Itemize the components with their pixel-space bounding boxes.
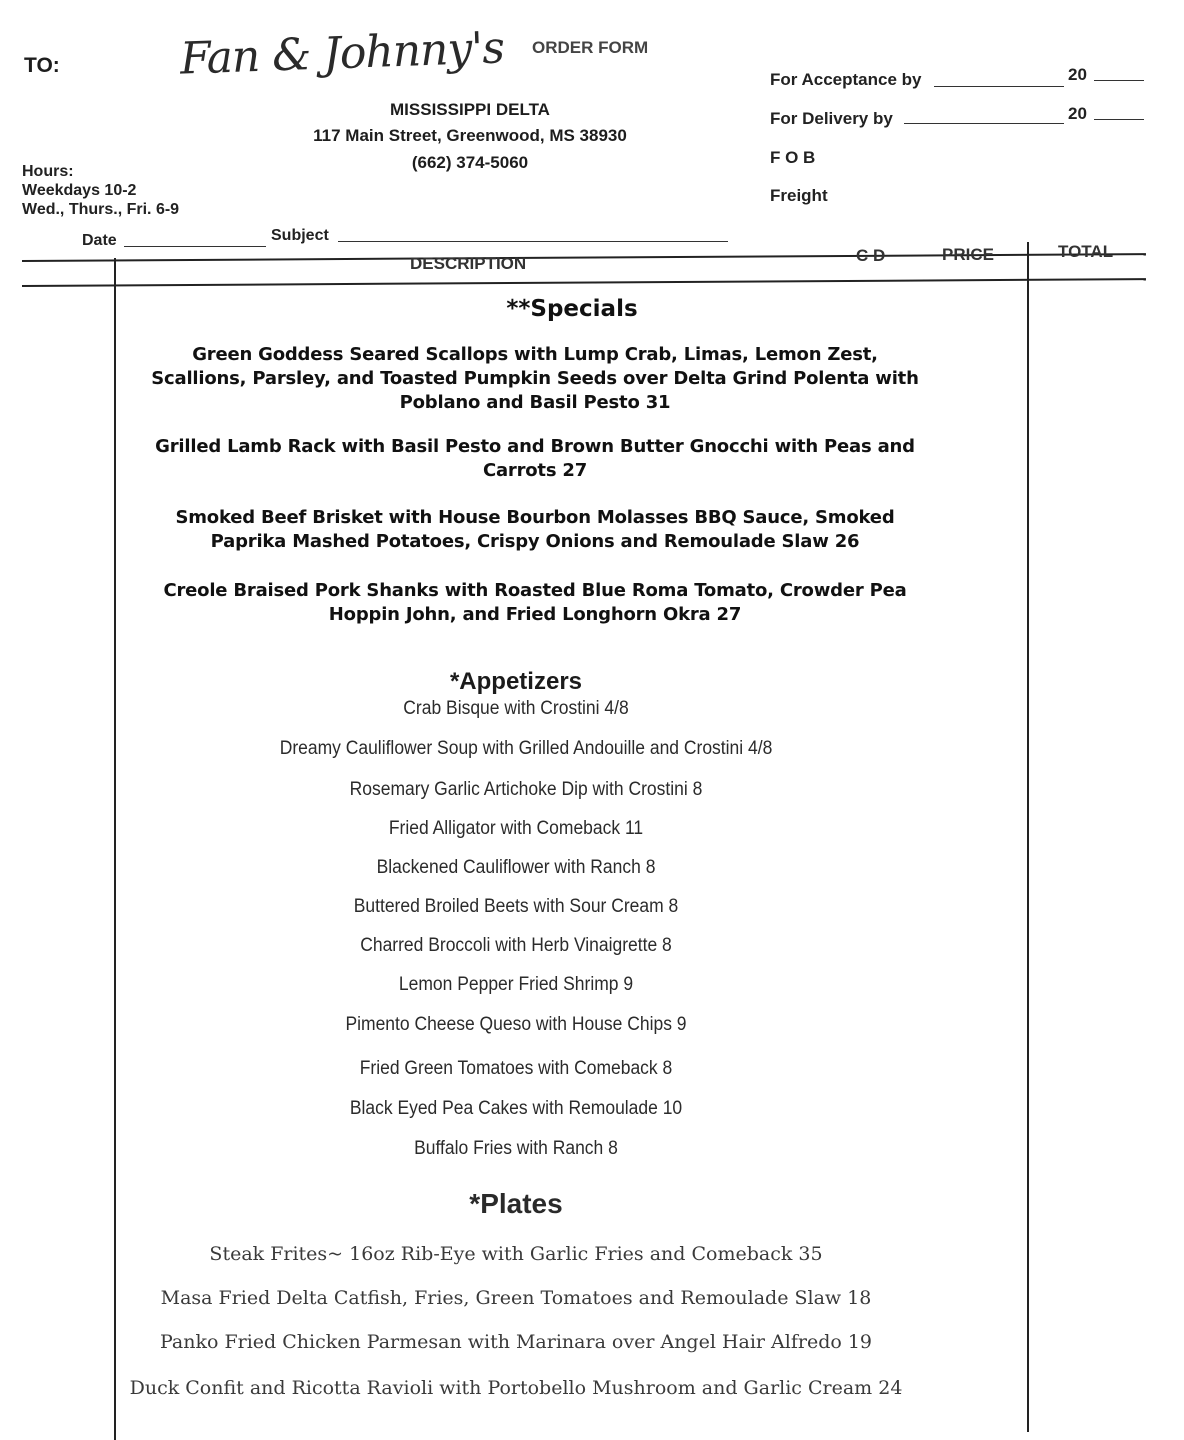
appetizer-item: Black Eyed Pea Cakes with Remoulade 10 [349, 1098, 683, 1119]
form-title: ORDER FORM [532, 38, 649, 57]
address: 117 Main Street, Greenwood, MS 38930 [313, 126, 627, 145]
appetizer-item: Rosemary Garlic Artichoke Dip with Crostini 8 [349, 779, 703, 800]
delivery-line[interactable] [904, 123, 1064, 124]
appetizer-item: Charred Broccoli with Herb Vinaigrette 8 [360, 935, 672, 956]
appetizer-item: Fried Alligator with Comeback 11 [388, 818, 644, 839]
column-total: TOTAL [1058, 242, 1114, 261]
appetizer-item: Pimento Cheese Queso with House Chips 9 [345, 1014, 687, 1035]
acceptance-line[interactable] [934, 86, 1064, 87]
fob-label: F O B [770, 148, 816, 167]
hours-label: Hours: [22, 163, 74, 180]
special-item: Green Goddess Seared Scallops with Lump Crab, Limas, Lemon Zest, Scallions, Parsley, and Toasted Pumpkin Seeds over Delta Grind Polenta with Poblano and Basil Pesto 31 [151, 344, 919, 413]
date-line[interactable] [124, 246, 266, 247]
plates-title: *Plates [469, 1188, 563, 1219]
acceptance-label: For Acceptance by [770, 70, 922, 89]
table-header-rule [22, 278, 1146, 287]
subject-line[interactable] [338, 241, 728, 242]
appetizer-item: Buttered Broiled Beets with Sour Cream 8 [353, 896, 679, 917]
appetizer-item: Fried Green Tomatoes with Comeback 8 [359, 1058, 673, 1079]
phone: (662) 374-5060 [411, 153, 529, 172]
appetizer-item: Blackened Cauliflower with Ranch 8 [376, 857, 656, 878]
appetizers-title: *Appetizers [449, 668, 583, 695]
plate-item: Duck Confit and Ricotta Ravioli with Portobello Mushroom and Garlic Cream 24 [129, 1377, 903, 1399]
column-price: PRICE [942, 245, 994, 264]
column-cd: C D [856, 246, 886, 265]
to-label: TO: [24, 54, 60, 77]
column-description: DESCRIPTION [410, 254, 527, 273]
date-label: Date [82, 232, 117, 249]
delivery-year-line[interactable] [1094, 119, 1144, 120]
special-item: Smoked Beef Brisket with House Bourbon Molasses BBQ Sauce, Smoked Paprika Mashed Potatoes, Crispy Onions and Remoulade Slaw 26 [175, 507, 895, 552]
acceptance-year: 20 [1068, 65, 1087, 84]
special-item: Creole Braised Pork Shanks with Roasted Blue Roma Tomato, Crowder Pea Hoppin John, and Fried Longhorn Okra 27 [163, 580, 907, 625]
appetizer-item: Lemon Pepper Fried Shrimp 9 [398, 974, 634, 995]
subject-label: Subject [271, 227, 329, 244]
specials-title: **Specials [506, 296, 638, 322]
region-title: MISSISSIPPI DELTA [390, 100, 550, 119]
plate-item: Masa Fried Delta Catfish, Fries, Green Tomatoes and Remoulade Slaw 18 [160, 1287, 872, 1309]
appetizer-item: Buffalo Fries with Ranch 8 [414, 1138, 618, 1159]
total-column-rule [1027, 242, 1029, 1432]
hours-weekdays: Weekdays 10-2 [22, 182, 137, 199]
hours-evenings: Wed., Thurs., Fri. 6-9 [22, 201, 180, 218]
appetizer-item: Dreamy Cauliflower Soup with Grilled Andouille and Crostini 4/8 [279, 738, 773, 759]
restaurant-logo: Fan & Johnny's [179, 22, 505, 85]
appetizer-item: Crab Bisque with Crostini 4/8 [403, 698, 629, 719]
special-item: Grilled Lamb Rack with Basil Pesto and Brown Butter Gnocchi with Peas and Carrots 27 [155, 436, 915, 481]
delivery-year: 20 [1068, 104, 1087, 123]
acceptance-year-line[interactable] [1094, 80, 1144, 81]
delivery-label: For Delivery by [770, 109, 893, 128]
plate-item: Steak Frites~ 16oz Rib-Eye with Garlic Fries and Comeback 35 [209, 1243, 823, 1265]
freight-label: Freight [770, 186, 828, 205]
plate-item: Panko Fried Chicken Parmesan with Marinara over Angel Hair Alfredo 19 [159, 1331, 873, 1353]
